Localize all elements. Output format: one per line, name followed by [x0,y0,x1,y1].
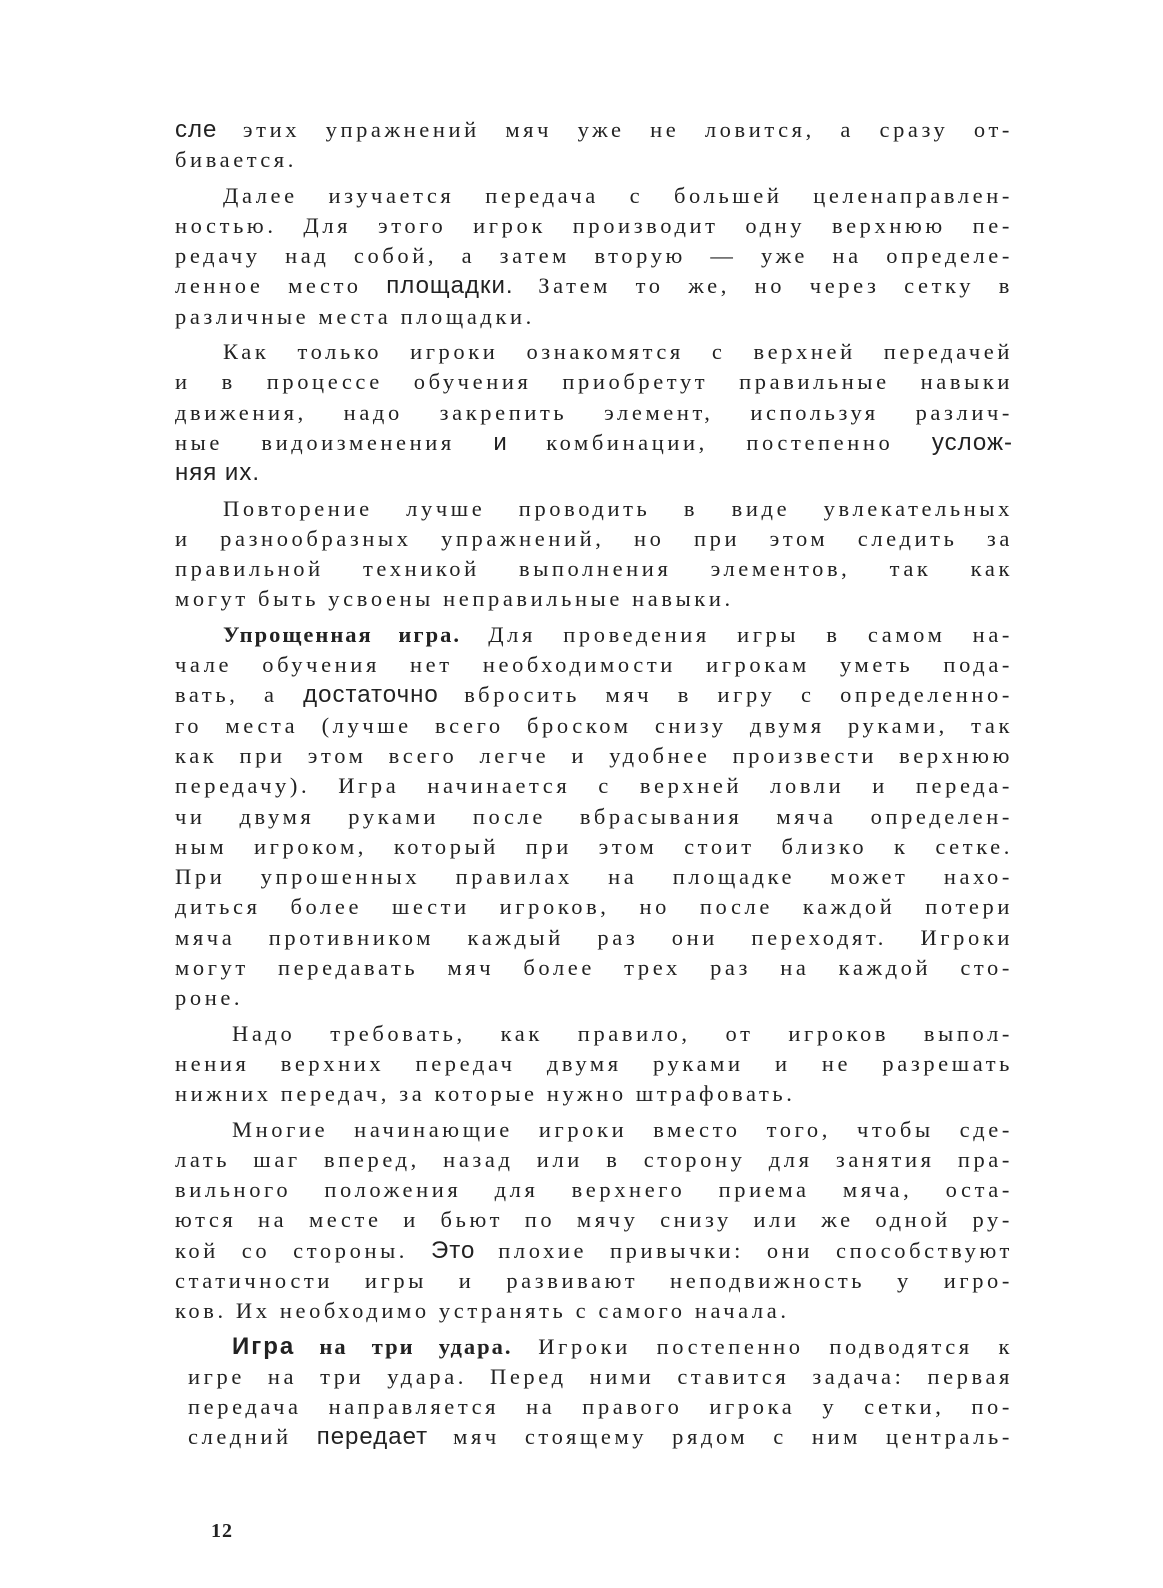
text-line [175,923,1013,953]
text-fragment: диться более шести игроков, но после каждой потери [175,894,1013,920]
text-line [175,650,1013,680]
body-text [175,115,1013,1453]
text-line [175,1392,1013,1422]
text-line [175,741,1013,771]
text-fragment: могут передавать мяч более трех раз на каждой сто- [175,955,1013,981]
text-fragment: этих упражнений мяч уже не ловится, а сразу от- [217,117,1013,142]
paragraph-first-line [175,1115,1013,1145]
text-fragment: и разнообразных упражнений, но при этом следить за [175,525,1013,551]
text-line [175,1175,1013,1205]
text-line [175,832,1013,862]
text-fragment: чи двумя руками после вбрасывания мяча определен- [175,803,1013,829]
text-fragment: чале обучения нет необходимости игрокам уметь пода- [175,652,1013,678]
text-line [175,458,1013,488]
page-number: 12 [211,1520,233,1542]
text-fragment: достаточно [303,681,439,709]
text-fragment: кой со стороны. [175,1237,431,1263]
text-fragment: правильной техникой выполнения элементов, так как [175,556,1013,582]
text-line [175,302,1013,332]
text-line [175,1205,1013,1235]
text-fragment: и в процессе обучения приобретут правильные навыки [175,369,1013,395]
text-line [175,211,1013,241]
text-fragment: вать, а [175,682,304,708]
text-fragment: движения, надо закрепить элемент, используя различ- [175,399,1013,425]
text-fragment: как при этом всего легче и удобнее произвести верхнюю [175,742,1013,768]
text-fragment: различные места площадки. [175,303,535,329]
text-fragment: роне. [175,985,244,1011]
text-line [175,711,1013,741]
text-line [175,367,1013,397]
text-fragment: и [493,428,508,456]
paragraph-first-line [175,1332,1013,1362]
text-line [175,398,1013,428]
text-line [175,1236,1013,1266]
text-fragment: ностью. Для этого игрок производит одну верхнюю пе- [175,212,1013,238]
text-fragment: мяча противником каждый раз они переходят. Игроки [175,924,1013,950]
text-line [175,1362,1013,1392]
text-fragment: Затем то же, но через сетку в [513,273,1013,299]
text-line [175,241,1013,271]
text-fragment: игре на три удара. Перед ними ставится задача: первая [188,1363,1013,1389]
text-fragment: вбросить мяч в игру с определенно- [438,682,1013,708]
text-line [175,428,1013,458]
text-fragment: площадки. [386,272,514,300]
text-fragment: мяч стоящему рядом с ним централь- [428,1424,1014,1450]
text-fragment: Игроки постепенно подводятся к [512,1333,1013,1359]
text-line [175,1266,1013,1296]
text-fragment: ным игроком, который при этом стоит близко к сетке. [175,833,1013,859]
text-fragment: передает [316,1423,429,1451]
text-line [175,892,1013,922]
text-line [175,1079,1013,1109]
paragraph-first-line [175,620,1013,650]
text-fragment: Надо требовать, как правило, от игроков выпол- [232,1020,1013,1046]
text-line [175,802,1013,832]
text-line [175,524,1013,554]
text-line [175,1145,1013,1175]
text-line [175,862,1013,892]
text-fragment: Повторение лучше проводить в виде увлекательных [223,495,1013,521]
text-fragment: передачу). Игра начинается с верхней ловли и переда- [175,773,1013,799]
text-fragment: передача направляется на правого игрока у сетки, по- [188,1394,1013,1420]
text-line [175,953,1013,983]
text-fragment: Как только игроки ознакомятся с верхней передачей [223,339,1013,365]
text-fragment: го места (лучше всего броском снизу двумя руками, так [175,712,1013,738]
text-fragment: Далее изучается передача с большей целенаправлен- [223,182,1013,208]
text-fragment: Это [430,1236,476,1264]
text-fragment: ленное место [175,273,387,299]
text-fragment: няя их. [175,459,260,487]
text-line [175,771,1013,801]
paragraph-first-line [175,337,1013,367]
text-fragment: нижних передач, за которые нужно штрафовать. [175,1081,796,1107]
text-fragment: нения верхних передач двумя руками и не разрешать [175,1050,1013,1076]
text-fragment: Многие начинающие игроки вместо того, чтобы сде- [232,1116,1013,1142]
text-line [175,1049,1013,1079]
paragraph-first-line [175,494,1013,524]
text-line [175,983,1013,1013]
text-fragment: редачу над собой, а затем вторую — уже на определе- [175,243,1013,269]
text-fragment: плохие привычки: они способствуют [475,1237,1013,1263]
text-fragment: Для проведения игры в самом на- [460,621,1013,647]
text-line [175,1296,1013,1326]
text-fragment: ются на месте и бьют по мячу снизу или же одной ру- [175,1207,1013,1233]
text-line [175,1422,1013,1452]
text-fragment: ные видоизменения [175,429,494,455]
text-fragment: лать шаг вперед, назад или в сторону для занятия пра- [175,1146,1013,1172]
text-line [175,271,1013,301]
section-heading: Упрощенная игра. [223,621,461,647]
text-fragment: могут быть усвоены неправильные навыки. [175,586,734,612]
section-heading: на три удара. [295,1333,513,1359]
paragraph-first-line [175,1019,1013,1049]
text-line [175,680,1013,710]
section-heading: Игра [232,1332,296,1360]
text-fragment: комбинации, постепенно [507,429,932,455]
text-fragment: услож- [931,428,1013,456]
text-fragment: следний [188,1424,317,1450]
text-line [175,115,1013,145]
text-fragment: сле [175,116,218,143]
text-fragment: статичности игры и развивают неподвижность у игро- [175,1267,1013,1293]
text-line [175,145,1013,175]
text-fragment: биваетcя. [175,147,297,173]
text-fragment: ков. Их необходимо устранять с самого начала. [175,1298,790,1324]
text-line [175,554,1013,584]
text-line [175,584,1013,614]
text-fragment: вильного положения для верхнего приема мяча, оста- [175,1177,1013,1203]
text-fragment: При упрошенных правилах на площадке может нахо- [175,864,1013,890]
paragraph-first-line [175,181,1013,211]
